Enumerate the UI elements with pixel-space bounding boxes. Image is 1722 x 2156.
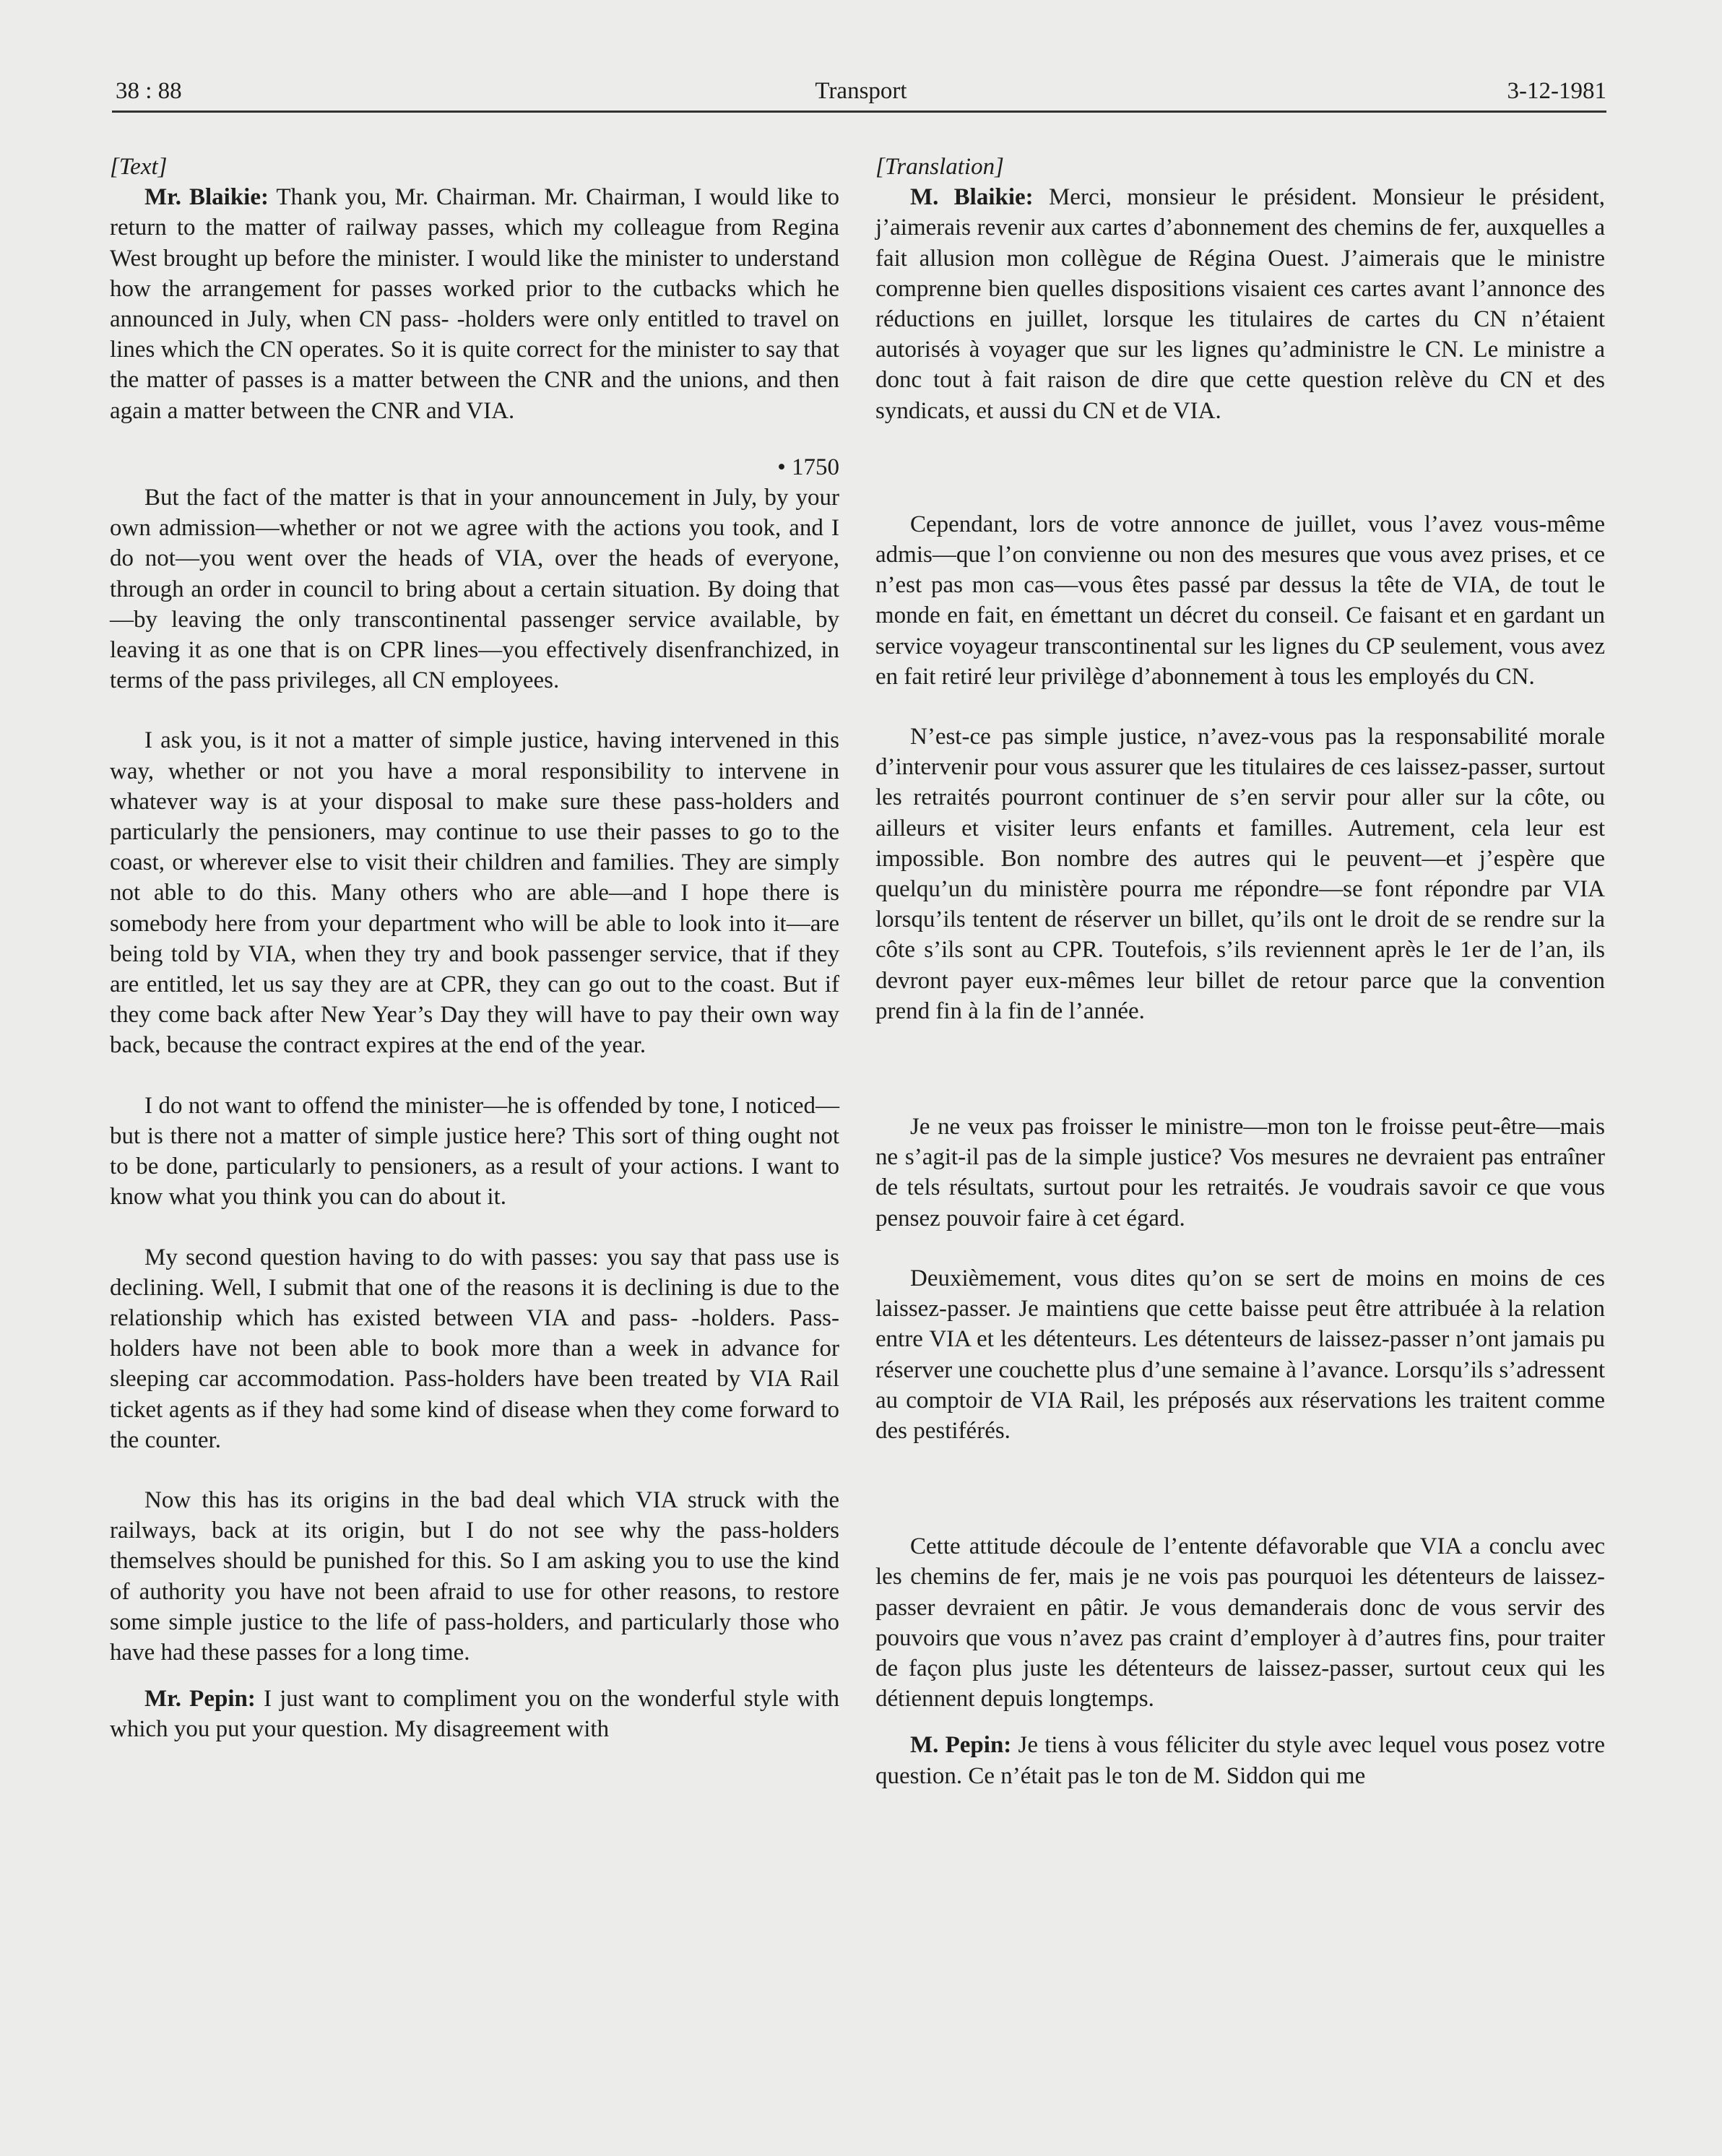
paragraph-text: Thank you, Mr. Chairman. Mr. Chairman, I would like to return to the matter of railway passes, which my colleague from Regina West brought up before the minister. I would like the minister to understand how the arrangement for passes worked prior to the cutbacks which he announced in July, when CN pass- -holders were only entitled to travel on lines which the CN operates. So it is quite correct for the minister to say that the matter of passes is a matter between the CNR and the unions, and then again a matter between the CNR and VIA. xyxy=(110,184,839,424)
time-marker: • 1750 xyxy=(777,454,839,480)
french-column xyxy=(875,152,1605,1821)
paragraph: My second question having to do with passes: you say that pass use is declining. Well, I submit that one of the reasons it is declining is due to the relationship which has existed between VIA and pass- -holders. Pass-holders have not been able to book more than a week in advance for sleeping car accommodation. Pass-holders have been treated by VIA Rail ticket agents as if they had some kind of disease when they come forward to the counter. xyxy=(110,1244,839,1453)
header-rule xyxy=(112,111,1606,113)
header-date: 3-12-1981 xyxy=(1507,78,1606,104)
paragraph: N’est-ce pas simple justice, n’avez-vous pas la responsabilité morale d’intervenir pour vous assurer que les titulaires de ces laissez-passer, surtout les retraités pourront continuer de s’en servir pour aller sur la côte, ou ailleurs et visiter leurs enfants et familles. Autrement, cela leur est impossible. Bon nombre des autres qui le peuvent—et j’espère que quelqu’un du ministère pourra me répondre—se font répondre par VIA lorsqu’ils tentent de réserver un billet, qu’ils ont le droit de se rendre sur la côte s’ils sont au CPR. Toutefois, s’ils reviennent après le 1er de l’an, ils devront payer eux-mêmes leur billet de retour parce que la convention prend fin à la fin de l’année. xyxy=(875,724,1605,1024)
language-tag: [Text] xyxy=(110,154,168,180)
speaker-name: M. Blaikie: xyxy=(910,184,1034,211)
paragraph: Now this has its origins in the bad deal which VIA struck with the railways, back at its origin, but I do not see why the pass-holders themselves should be punished for this. So I am asking you to use the kind of authority you have not been afraid to use for other reasons, to restore some simple justice to the life of pass-holders, and particularly those who have had these passes for a long time. xyxy=(110,1486,839,1666)
running-title: Transport xyxy=(815,78,907,104)
paragraph: Cependant, lors de votre annonce de juillet, vous l’avez vous-même admis—que l’on convienne ou non des mesures que vous avez prises, et ce n’est pas mon cas—vous êtes passé par dessus la tête de VIA, de tout le monde en fait, en émettant un décret du conseil. Ce faisant et en gardant un service voyageur transcontinental sur les lignes du CP seulement, vous avez en fait retiré leur privilège d’abonnement à tous les employés du CN. xyxy=(875,511,1605,690)
paragraph xyxy=(875,182,1605,426)
paragraph: Deuxièmement, vous dites qu’on se sert de moins en moins de ces laissez-passer. Je maintiens que cette baisse peut être attribuée à la relation entre VIA et les détenteurs. Les détenteurs de laissez-passer n’ont jamais pu réserver une couchette plus d’une semaine à l’avance. Lorsqu’ils s’adressent au comptoir de VIA Rail, les préposés aux réservations les traitent comme des pestiférés. xyxy=(875,1265,1605,1444)
speaker-name: Mr. Pepin: xyxy=(144,1686,256,1713)
paragraph: I do not want to offend the minister—he is offended by tone, I noticed—but is there not a matter of simple justice here? This sort of thing ought not to be done, particularly to pensioners, as a result of your actions. I want to know what you think you can do about it. xyxy=(110,1092,839,1211)
paragraph-text: I just want to compliment you on the wonderful style with which you put your question. My disagreement with xyxy=(110,1686,840,1743)
paragraph xyxy=(110,182,839,426)
speaker-name: Mr. Blaikie: xyxy=(144,184,269,211)
speaker-name: M. Pepin: xyxy=(910,1732,1012,1759)
paragraph xyxy=(110,1684,839,1744)
english-column xyxy=(110,152,839,1775)
paragraph: Cette attitude découle de l’entente défavorable que VIA a conclu avec les chemins de fer, mais je ne vois pas pourquoi les détenteurs de laissez-passer devraient en pâtir. Je vous demanderais donc de vous servir des pouvoirs que vous n’avez pas craint d’employer à d’autres fins, pour traiter de façon plus juste les détenteurs de laissez-passer, surtout ceux qui les détiennent depuis longtemps. xyxy=(875,1533,1605,1713)
paragraph: Je ne veux pas froisser le ministre—mon ton le froisse peut-être—mais ne s’agit-il pas de la simple justice? Vos mesures ne devraient pas entraîner de tels résultats, surtout pour les retraités. Je voudrais savoir ce que vous pensez pouvoir faire à cet égard. xyxy=(875,1114,1605,1231)
paragraph-text: Je tiens à vous féliciter du style avec lequel vous posez votre question. Ce n’était pas le ton de M. Siddon qui me xyxy=(875,1732,1605,1789)
page-number: 38 : 88 xyxy=(116,78,182,104)
page-header xyxy=(116,78,1606,113)
paragraph-text: Merci, monsieur le président. Monsieur le président, j’aimerais revenir aux cartes d’abonnement des chemins de fer, auxquelles a fait allusion mon collègue de Régina Ouest. J’aimerais que le ministre comprenne bien quelles dispositions visaient ces cartes avant l’annonce des réductions en juillet, lorsque les titulaires de cartes du CN n’étaient autorisés à voyager que sur les lignes qu’administre le CN. Le ministre a donc tout à fait raison de dire que cette question relève du CN et des syndicats, et aussi du CN et de VIA. xyxy=(875,184,1606,424)
paragraph xyxy=(875,1730,1605,1791)
paragraph: But the fact of the matter is that in your announcement in July, by your own admission—whether or not we agree with the actions you took, and I do not—you went over the heads of VIA, over the heads of everyone, through an order in council to bring about a certain situation. By doing that—by leaving the only transcontinental passenger service available, by leaving it as one that is on CPR lines—you effectively disenfranchized, in terms of the pass privileges, all CN employees. xyxy=(110,485,839,694)
paragraph: I ask you, is it not a matter of simple justice, having intervened in this way, whether or not you have a moral responsibility to intervene in whatever way is at your disposal to make sure these pass-holders and particularly the pensioners, may continue to use their passes to go to the coast, or wherever else to visit their children and families. They are simply not able to do this. Many others who are able—and I hope there is somebody here from your department who will be able to look into it—are being told by VIA, when they try and book passenger service, that if they are entitled, let us say they are at CPR, they can go out to the coast. But if they come back after New Year’s Day they will have to pay their own way back, because the contract expires at the end of the year. xyxy=(110,727,839,1059)
language-tag: [Translation] xyxy=(875,154,1004,180)
